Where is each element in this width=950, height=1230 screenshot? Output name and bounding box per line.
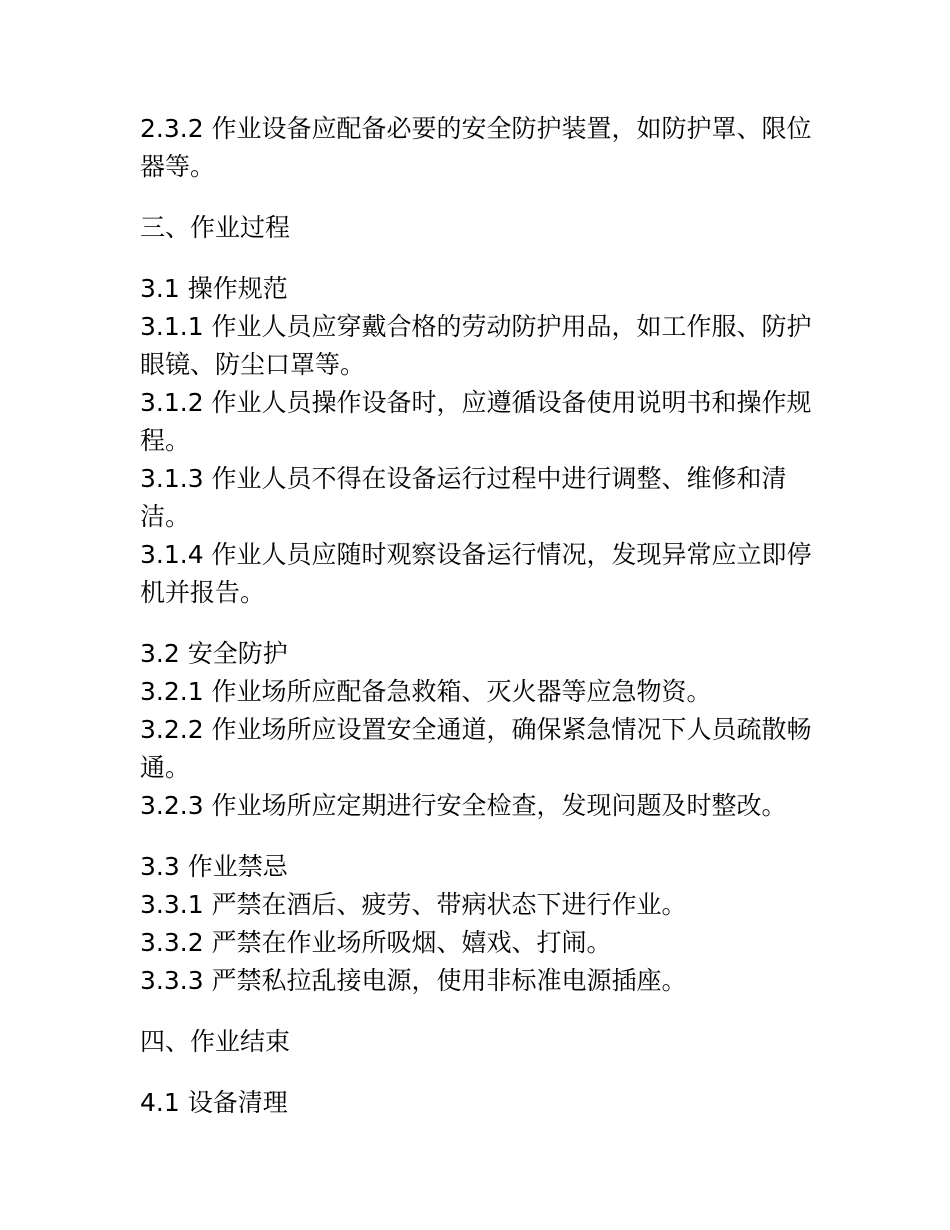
paragraph-2-3-2: 2.3.2 作业设备应配备必要的安全防护装置，如防护罩、限位器等。: [140, 114, 812, 181]
paragraph-3-1-2: 3.1.2 作业人员操作设备时，应遵循设备使用说明书和操作规程。: [140, 388, 812, 455]
paragraph-3-2-1: 3.2.1 作业场所应配备急救箱、灭火器等应急物资。: [140, 677, 712, 706]
document-page: [140, 110, 820, 1122]
spacer: [140, 1061, 820, 1084]
section-4-title: 四、作业结束: [140, 1027, 291, 1056]
spacer: [140, 186, 820, 209]
paragraph-3-3-2: 3.3.2 严禁在作业场所吸烟、嬉戏、打闹。: [140, 928, 612, 957]
paragraph-3-1-3: 3.1.3 作业人员不得在设备运行过程中进行调整、维修和清洁。: [140, 464, 787, 531]
paragraph-3-3-1: 3.3.1 严禁在酒后、疲劳、带病状态下进行作业。: [140, 890, 687, 919]
subsection-3-3-title: 3.3 作业禁忌: [140, 852, 288, 881]
paragraph-3-2-2: 3.2.2 作业场所应设置安全通道，确保紧急情况下人员疏散畅通。: [140, 715, 812, 782]
subsection-3-2-title: 3.2 安全防护: [140, 639, 288, 668]
spacer: [140, 612, 820, 635]
paragraph-3-1-4: 3.1.4 作业人员应随时观察设备运行情况，发现异常应立即停机并报告。: [140, 540, 812, 607]
paragraph-3-2-3: 3.2.3 作业场所应定期进行安全检查，发现问题及时整改。: [140, 791, 787, 820]
spacer: [140, 247, 820, 270]
spacer: [140, 1000, 820, 1023]
subsection-3-1-title: 3.1 操作规范: [140, 274, 288, 303]
section-3-title: 三、作业过程: [140, 213, 291, 242]
paragraph-3-3-3: 3.3.3 严禁私拉乱接电源，使用非标准电源插座。: [140, 966, 687, 995]
subsection-4-1-title: 4.1 设备清理: [140, 1088, 288, 1117]
paragraph-3-1-1: 3.1.1 作业人员应穿戴合格的劳动防护用品，如工作服、防护眼镜、防尘口罩等。: [140, 312, 812, 379]
spacer: [140, 825, 820, 848]
